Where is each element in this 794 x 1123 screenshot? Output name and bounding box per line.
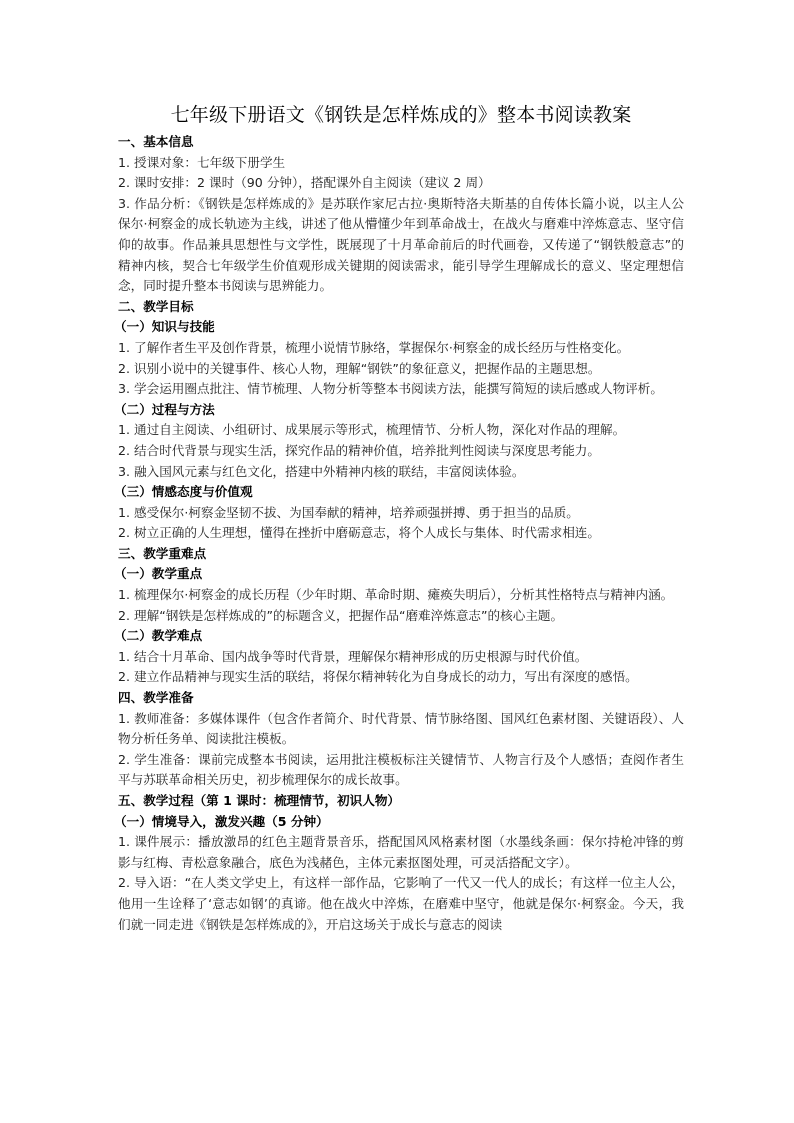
- paragraph: 3. 作品分析：《钢铁是怎样炼成的》是苏联作家尼古拉·奥斯特洛夫斯基的自传体长篇小说，以主人公保尔·柯察金的成长轨迹为主线，讲述了他从懵懂少年到革命战士，在战火与磨难中淬炼意志、坚守信仰的故事。作品兼具思想性与文学性，既展现了十月革命前后的时代画卷，又传递了“钢铁般意志”的精神内核，契合七年级学生价值观形成关键期的阅读需求，能引导学生理解成长的意义、坚定理想信念，同时提升整本书阅读与思辨能力。: [118, 195, 684, 294]
- section-heading: 一、基本信息: [118, 134, 194, 149]
- paragraph: 3. 学会运用圈点批注、情节梳理、人物分析等整本书阅读方法，能撰写简短的读后感或人物评析。: [118, 381, 663, 397]
- paragraph: 2. 课时安排：2 课时（90 分钟），搭配课外自主阅读（建议 2 周）: [118, 175, 491, 191]
- document-page: [114, 100, 684, 935]
- subsection-heading: （一）知识与技能: [114, 319, 215, 335]
- paragraph: 2. 识别小说中的关键事件、核心人物，理解“钢铁”的象征意义，把握作品的主题思想。: [118, 360, 601, 376]
- paragraph: 1. 课件展示：播放激昂的红色主题背景音乐，搭配国风风格素材图（水墨线条画：保尔持枪冲锋的剪影与红梅、青松意象融合，底色为浅赭色，主体元素抠图处理，可灵活搭配文字）。: [118, 834, 684, 870]
- subsection-heading: （三）情感态度与价值观: [114, 484, 253, 500]
- subsection-heading: （一）情境导入，激发兴趣（5 分钟）: [114, 813, 329, 829]
- paragraph: 2. 导入语：“在人类文学史上，有这样一部作品，它影响了一代又一代人的成长；有这样一位主人公，他用一生诠释了‘意志如钢’的真谛。他在战火中淬炼，在磨难中坚守，他就是保尔·柯察金。今天，我们就一同走进《钢铁是怎样炼成的》，开启这场关于成长与意志的阅读: [118, 875, 684, 932]
- paragraph: 2. 学生准备：课前完成整本书阅读，运用批注模板标注关键情节、人物言行及个人感悟；查阅作者生平与苏联革命相关历史，初步梳理保尔的成长故事。: [118, 751, 684, 788]
- paragraph: 1. 结合十月革命、国内战争等时代背景，理解保尔精神形成的历史根源与时代价值。: [118, 648, 588, 664]
- subsection-heading: （二）过程与方法: [114, 401, 215, 417]
- paragraph: 2. 树立正确的人生理想，懂得在挫折中磨砺意志，将个人成长与集体、时代需求相连。: [118, 525, 600, 541]
- section-heading: 五、教学过程（第 1 课时：梳理情节，初识人物）: [118, 793, 401, 808]
- paragraph: 2. 结合时代背景与现实生活，探究作品的精神价值，培养批判性阅读与深度思考能力。: [118, 442, 600, 458]
- paragraph: 1. 感受保尔·柯察金坚韧不拔、为国奉献的精神，培养顽强拼搏、勇于担当的品质。: [118, 504, 579, 520]
- paragraph: 1. 通过自主阅读、小组研讨、成果展示等形式，梳理情节、分析人物，深化对作品的理解。: [118, 422, 626, 438]
- paragraph: 2. 理解“钢铁是怎样炼成的”的标题含义，把握作品“磨难淬炼意志”的核心主题。: [118, 607, 564, 623]
- paragraph: 1. 教师准备：多媒体课件（包含作者简介、时代背景、情节脉络图、国风红色素材图、关键语段）、人物分析任务单、阅读批注模板。: [118, 710, 684, 747]
- document-body: [114, 132, 684, 935]
- paragraph: 1. 授课对象：七年级下册学生: [118, 154, 286, 170]
- section-heading: 三、教学重难点: [118, 545, 207, 561]
- paragraph: 2. 建立作品精神与现实生活的联结，将保尔精神转化为自身成长的动力，写出有深度的感悟。: [118, 669, 638, 685]
- subsection-heading: （二）教学难点: [114, 628, 203, 644]
- section-heading: 四、教学准备: [118, 690, 194, 706]
- paragraph: 1. 梳理保尔·柯察金的成长历程（少年时期、革命时期、瘫痪失明后），分析其性格特点与精神内涵。: [118, 587, 674, 603]
- section-heading: 二、教学目标: [118, 298, 194, 314]
- document-title: 七年级下册语文《钢铁是怎样炼成的》整本书阅读教案: [170, 104, 632, 126]
- paragraph: 1. 了解作者生平及创作背景，梳理小说情节脉络，掌握保尔·柯察金的成长经历与性格变化。: [118, 339, 630, 355]
- paragraph: 3. 融入国风元素与红色文化，搭建中外精神内核的联结，丰富阅读体验。: [118, 463, 525, 479]
- subsection-heading: （一）教学重点: [114, 566, 203, 582]
